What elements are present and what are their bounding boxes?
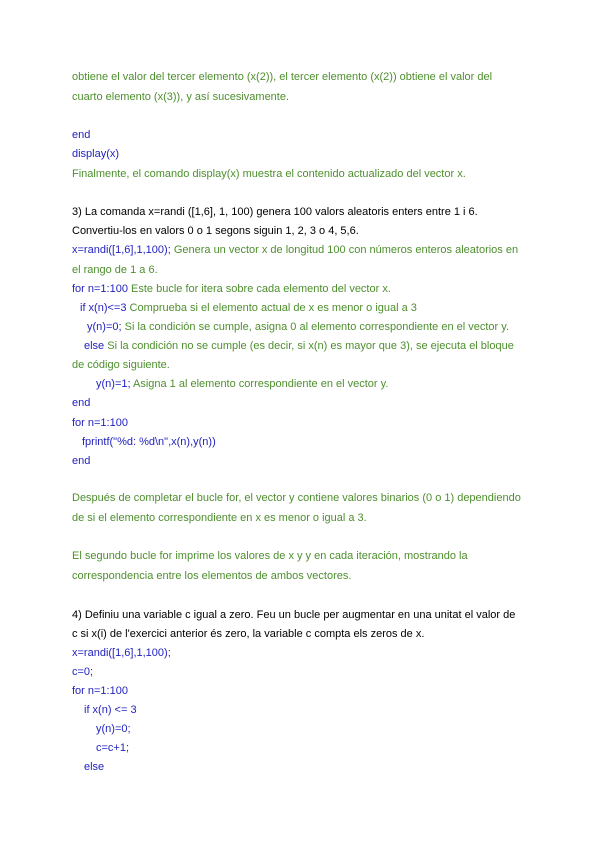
- code: y(n)=0;: [87, 321, 122, 333]
- code-line: [84, 340, 514, 353]
- code-line: end: [72, 455, 91, 467]
- comment: Comprueba si el elemento actual de x es menor o igual a 3: [126, 302, 417, 314]
- code: else: [84, 340, 105, 352]
- text-line: correspondencia entre los elementos de ambos vectores.: [72, 570, 352, 582]
- code-line: [72, 244, 518, 257]
- code: if x(n)<=3: [80, 302, 127, 314]
- exercise-heading: 4) Definiu una variable c igual a zero. Feu un bucle per augmentar en una unitat el valor de: [72, 609, 516, 621]
- code-line: y(n)=0;: [96, 723, 131, 735]
- code-line: [87, 321, 509, 334]
- code-line: end: [72, 129, 91, 141]
- text-line: el rango de 1 a 6.: [72, 264, 158, 276]
- code-line: display(x): [72, 148, 120, 160]
- exercise-heading: c si x(i) de l'exercici anterior és zero, la variable c compta els zeros de x.: [72, 628, 425, 640]
- comment: Este bucle for itera sobre cada elemento del vector x.: [127, 283, 391, 295]
- code: y(n)=1;: [96, 378, 131, 390]
- text-line: Después de completar el bucle for, el vector y contiene valores binarios (0 o 1) dependiendo: [72, 492, 521, 504]
- code-line: c=c+1;: [96, 742, 130, 754]
- code-line: end: [72, 397, 91, 409]
- code-line: for n=1:100: [72, 685, 128, 697]
- text-line: obtiene el valor del tercer elemento (x(2)), el tercer elemento (x(2)) obtiene el valor del: [72, 71, 493, 83]
- code-line: [96, 378, 388, 391]
- text-line: El segundo bucle for imprime los valores de x y y en cada iteración, mostrando la: [72, 550, 468, 562]
- code-line: fprintf("%d: %d\n",x(n),y(n)): [82, 436, 216, 448]
- exercise-heading: 3) La comanda x=randi ([1,6], 1, 100) genera 100 valors aleatoris enters entre 1 i 6.: [72, 206, 478, 218]
- code-line: c=0;: [72, 666, 94, 678]
- code-line: x=randi([1,6],1,100);: [72, 647, 171, 659]
- code-line: else: [84, 761, 105, 773]
- exercise-heading: Convertiu-los en valors 0 o 1 segons siguin 1, 2, 3 o 4, 5,6.: [72, 225, 359, 237]
- text-line: Finalmente, el comando display(x) muestra el contenido actualizado del vector x.: [72, 168, 466, 180]
- comment: Asigna 1 al elemento correspondiente en el vector y.: [130, 378, 389, 390]
- text-line: cuarto elemento (x(3)), y así sucesivamente.: [72, 91, 290, 103]
- code: x=randi([1,6],1,100);: [72, 244, 171, 256]
- comment: Genera un vector x de longitud 100 con números enteros aleatorios en: [170, 244, 519, 256]
- comment: Si la condición se cumple, asigna 0 al elemento correspondiente en el vector y.: [121, 321, 510, 333]
- text-line: de si el elemento correspondiente en x es menor o igual a 3.: [72, 512, 367, 524]
- code-line: [80, 302, 417, 315]
- code-line: [72, 283, 391, 296]
- code-line: for n=1:100: [72, 417, 128, 429]
- comment: Si la condición no se cumple (es decir, si x(n) es mayor que 3), se ejecuta el bloque: [104, 340, 514, 352]
- code-line: if x(n) <= 3: [84, 704, 137, 716]
- code: for n=1:100: [72, 283, 128, 295]
- text-line: de código siguiente.: [72, 359, 170, 371]
